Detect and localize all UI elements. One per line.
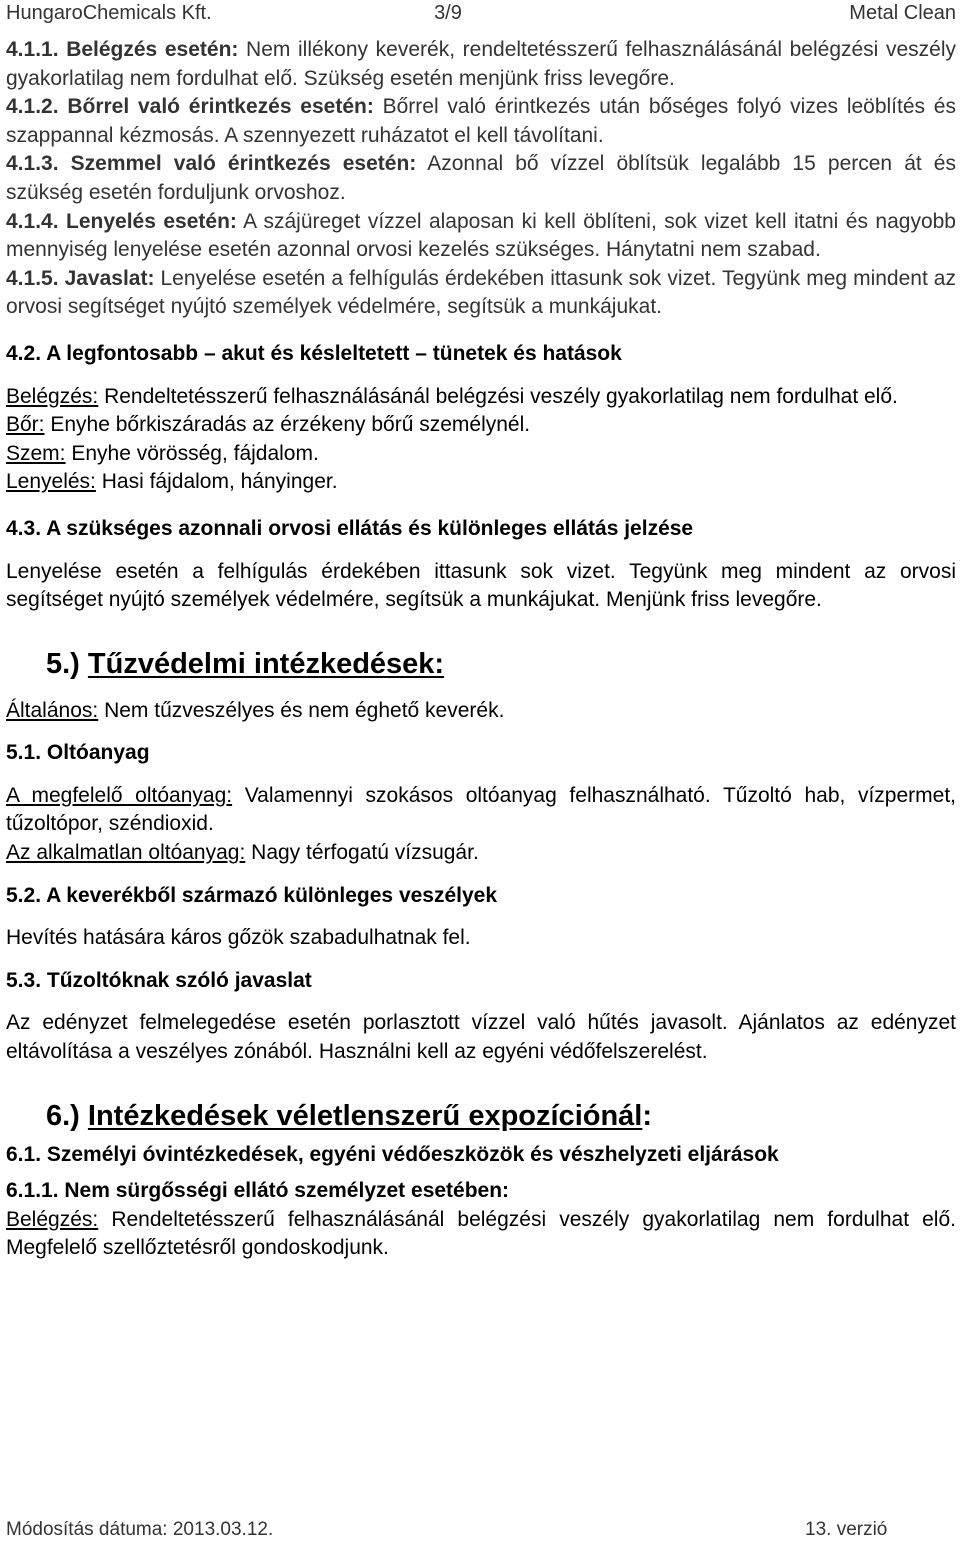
section-5-2-heading: 5.2. A keverékből származó különleges veszélyek	[6, 883, 498, 907]
symptom-text: Enyhe bőrkiszáradás az érzékeny bőrű személynél.	[44, 413, 531, 437]
symptom-label: Belégzés:	[6, 384, 99, 408]
header-product: Metal Clean	[849, 2, 956, 24]
footer-version: 13. verzió	[805, 1519, 888, 1540]
inhalation-text: Rendeltetésszerű felhasználásánál belégzési veszély gyakorlatilag nem fordulhat elő. Megfelelő szellőztetésről gondoskodjunk.	[6, 1207, 956, 1260]
section-title: Intézkedések véletlenszerű expozíciónál	[87, 1099, 643, 1132]
unsuitable-extinguisher	[6, 839, 956, 868]
section-label: Lenyelés esetén:	[66, 209, 237, 233]
suitable-label: A megfelelő oltóanyag:	[6, 783, 233, 807]
section-5-heading	[6, 645, 956, 683]
section-label: Szemmel való érintkezés esetén:	[70, 152, 417, 176]
section-number: 4.1.4.	[6, 209, 59, 233]
section-text: Lenyelése esetén a felhígulás érdekében ittasunk sok vizet. Tegyünk meg mindent az orvosi segítséget nyújtó személyek védelmére, segítsük a munkájukat.	[6, 266, 956, 319]
section-4-1-3	[6, 150, 956, 207]
section-6-heading	[6, 1097, 956, 1135]
section-number: 5.)	[46, 647, 80, 680]
symptom-label: Bőr:	[6, 413, 45, 437]
symptom-eye	[6, 440, 956, 469]
section-number: 6.)	[46, 1099, 80, 1132]
section-label: Bőrrel való érintkezés esetén:	[67, 95, 374, 119]
section-text: Nem illékony keverék, rendeltetésszerű felhasználásánál belégzési veszély gyakorlatilag nem fordulhat elő. Szükség esetén menjünk friss levegőre.	[6, 38, 957, 90]
section-5-1-heading: 5.1. Oltóanyag	[6, 741, 150, 765]
fire-general	[6, 697, 956, 726]
symptom-label: Szem:	[6, 441, 66, 465]
section-text: A szájüreget vízzel alaposan ki kell öblíteni, sok vizet kell itatni és nagyobb mennyiség lenyelése esetén azonnal orvosi kezelés szükséges. Hánytatni nem szabad.	[6, 209, 956, 262]
symptom-inhalation	[6, 383, 956, 412]
section-4-2-heading: 4.2. A legfontosabb – akut és késleltetett – tünetek és hatások	[6, 341, 622, 365]
section-label: Belégzés esetén:	[66, 38, 239, 61]
section-number: 4.1.1.	[6, 38, 59, 61]
section-4-1-2	[6, 93, 956, 150]
section-number: 4.1.5.	[6, 266, 59, 290]
section-4-1-4	[6, 208, 956, 265]
suitable-extinguisher	[6, 782, 956, 839]
page-header	[6, 0, 956, 34]
symptom-ingestion	[6, 468, 956, 497]
header-company: HungaroChemicals Kft.	[6, 2, 212, 24]
section-6-1-1-inhalation	[6, 1206, 956, 1263]
section-4-3-heading: 4.3. A szükséges azonnali orvosi ellátás és különleges ellátás jelzése	[6, 516, 694, 540]
symptom-skin	[6, 411, 956, 440]
section-title: Tűzvédelmi intézkedések:	[87, 647, 445, 680]
section-title-colon: :	[642, 1099, 653, 1132]
footer-revision-date: Módosítás dátuma: 2013.03.12.	[6, 1519, 274, 1540]
general-label: Általános:	[6, 698, 99, 722]
symptom-text: Hasi fájdalom, hányinger.	[95, 470, 338, 494]
section-text: Azonnal bő vízzel öblítsük legalább 15 percen át és szükség esetén forduljunk orvoshoz.	[6, 152, 956, 204]
section-number: 4.1.3.	[6, 152, 59, 176]
section-5-3-text: Az edényzet felmelegedése esetén porlasztott vízzel való hűtés javasolt. Ajánlatos az edényzet eltávolítása a veszélyes zónából. Használni kell az egyéni védőfelszerelést.	[6, 1011, 956, 1064]
section-4-1-1	[6, 36, 956, 93]
header-page-number: 3/9	[434, 2, 462, 24]
inhalation-label: Belégzés:	[6, 1207, 99, 1231]
symptom-text: Rendeltetésszerű felhasználásánál belégzési veszély gyakorlatilag nem fordulhat elő.	[98, 384, 898, 408]
unsuitable-label: Az alkalmatlan oltóanyag:	[6, 841, 246, 865]
section-6-1-heading: 6.1. Személyi óvintézkedések, egyéni védőeszközök és vészhelyzeti eljárások	[6, 1142, 779, 1166]
section-number: 4.1.2.	[6, 95, 59, 119]
section-5-2-text: Hevítés hatására káros gőzök szabadulhatnak fel.	[6, 926, 471, 950]
section-4-3-text: Lenyelése esetén a felhígulás érdekében ittasunk sok vizet. Tegyünk meg mindent az orvosi segítséget nyújtó személyek védelmére, segítsük a munkájukat. Menjünk friss levegőre.	[6, 559, 956, 612]
symptom-text: Enyhe vörösség, fájdalom.	[65, 441, 319, 465]
section-5-3-heading: 5.3. Tűzoltóknak szóló javaslat	[6, 968, 312, 992]
symptom-label: Lenyelés:	[6, 470, 96, 494]
section-6-1-1-heading: 6.1.1. Nem sürgősségi ellátó személyzet esetében:	[6, 1179, 510, 1203]
section-label: Javaslat:	[64, 266, 155, 290]
unsuitable-text: Nagy térfogatú vízsugár.	[245, 841, 479, 865]
section-text: Bőrrel való érintkezés után bőséges folyó vizes leöblítés és szappannal kézmosás. A szennyezett ruházatot el kell távolítani.	[6, 95, 956, 147]
suitable-text: Valamennyi szokásos oltóanyag felhasználható. Tűzoltó hab, vízpermet, tűzoltópor, széndioxid.	[6, 783, 956, 836]
section-4-1-5	[6, 265, 956, 322]
general-text: Nem tűzveszélyes és nem éghető keverék.	[98, 698, 505, 722]
